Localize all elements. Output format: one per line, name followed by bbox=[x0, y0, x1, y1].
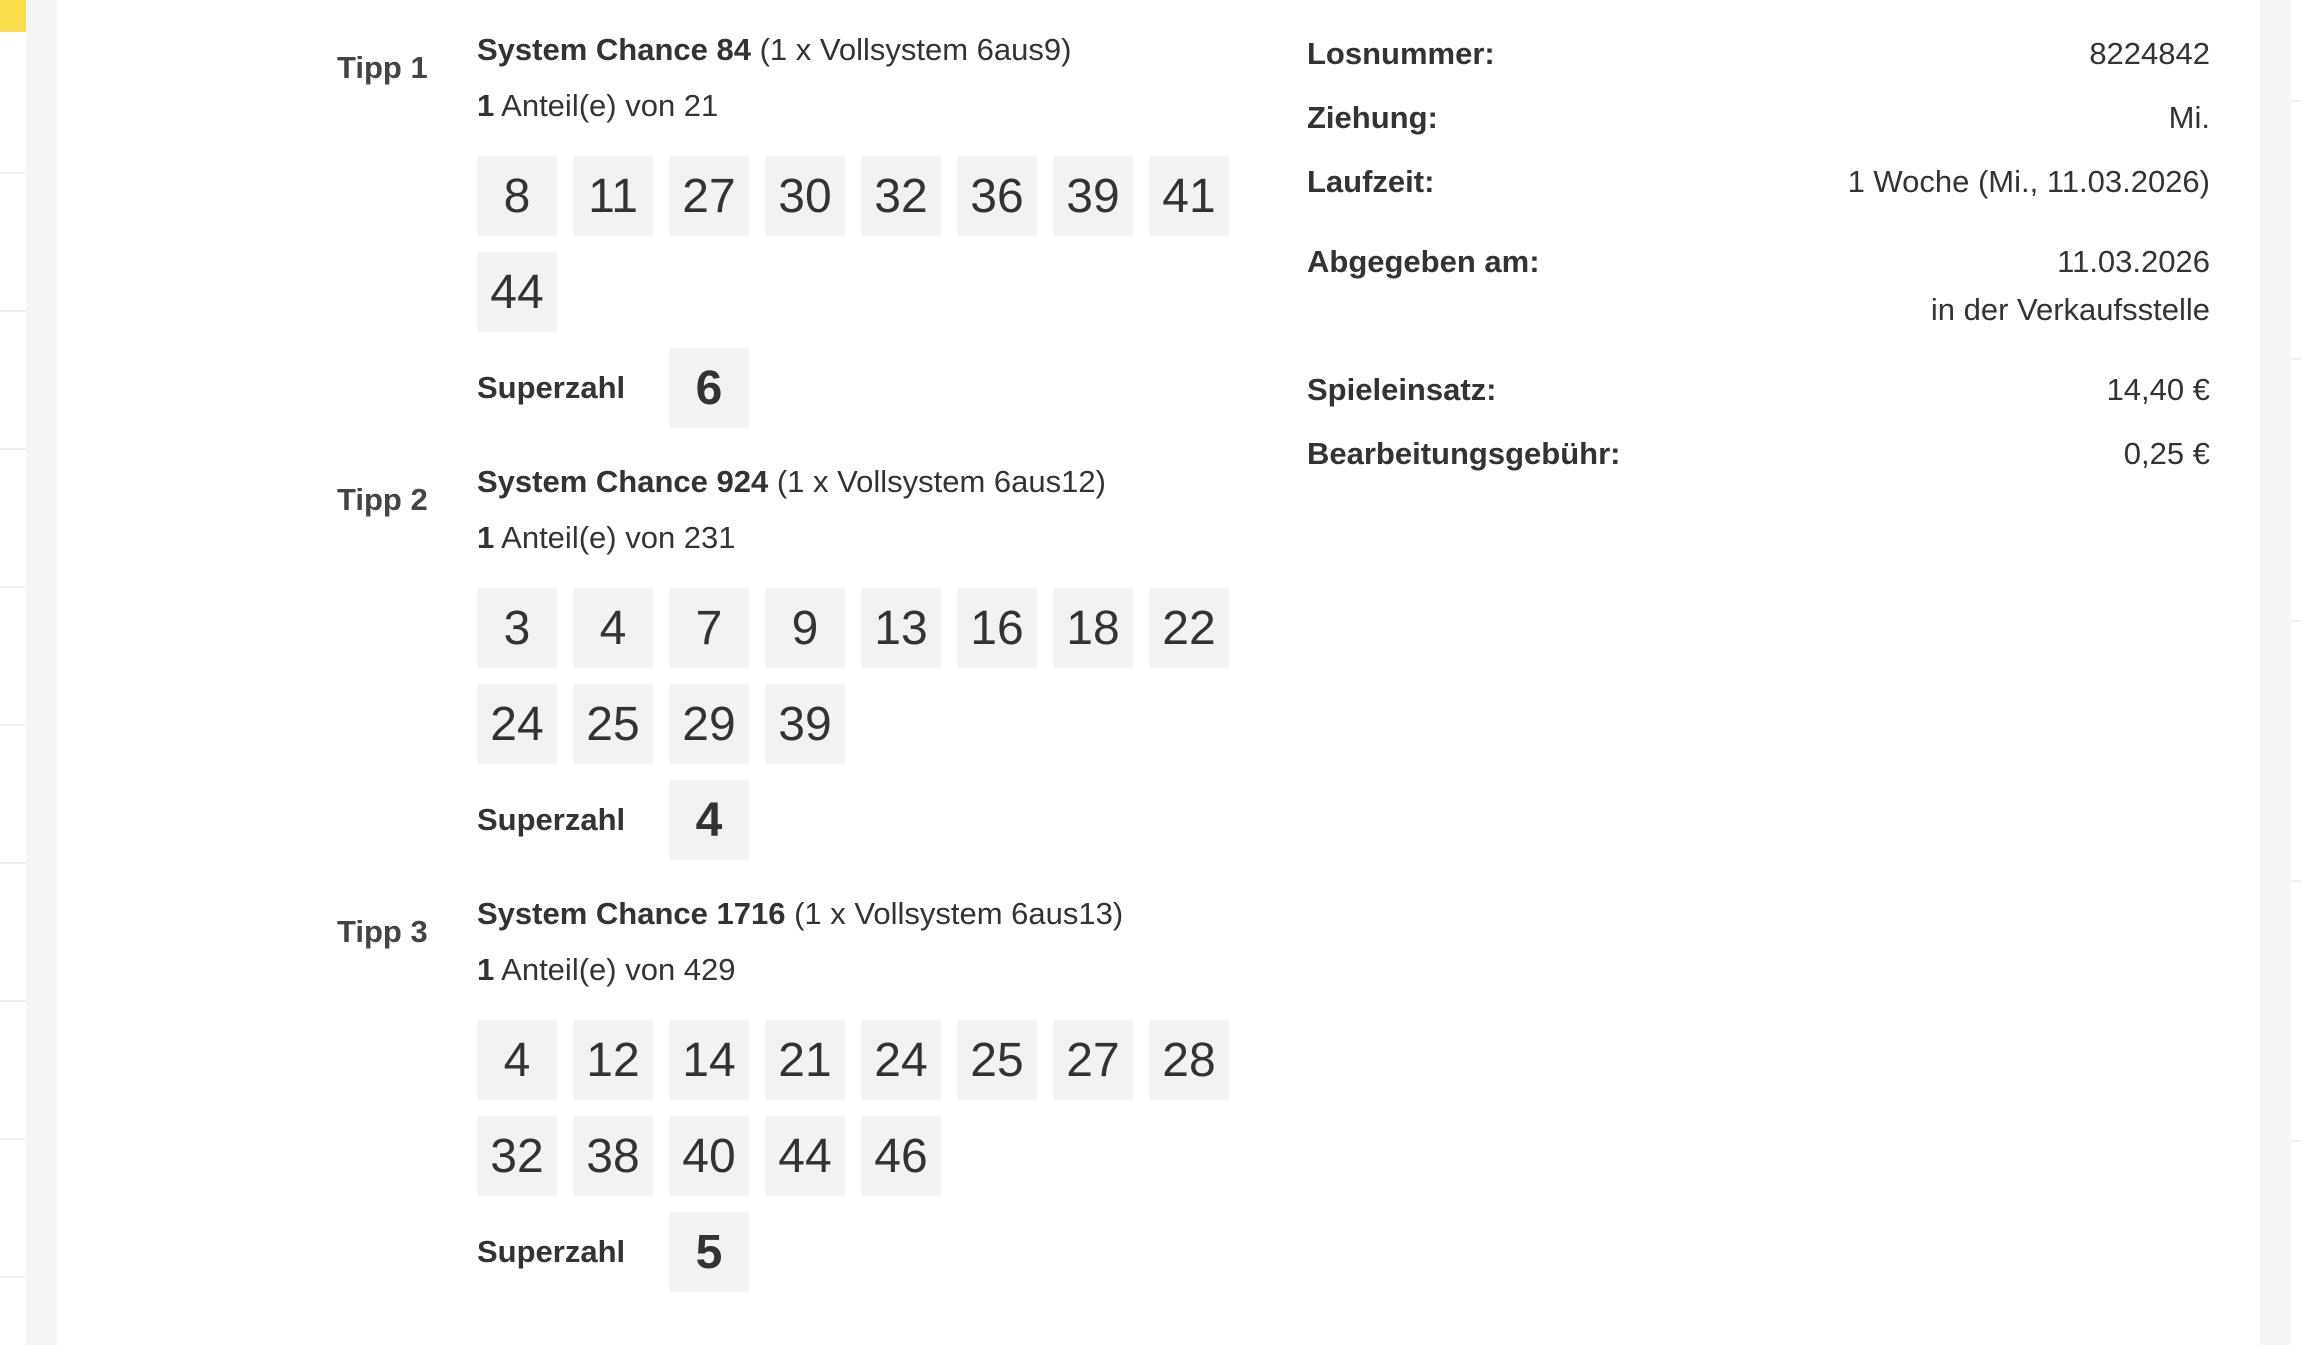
sidebar-divider bbox=[2291, 1140, 2301, 1142]
number-cell: 4 bbox=[477, 1020, 557, 1100]
system-title bbox=[477, 30, 1237, 70]
superzahl-label: Superzahl bbox=[477, 802, 626, 837]
superzahl-row bbox=[477, 348, 1237, 428]
number-cell: 32 bbox=[477, 1116, 557, 1196]
system-title bbox=[477, 462, 1237, 502]
right-sidebar-strip bbox=[2291, 0, 2301, 1345]
number-cell: 9 bbox=[765, 588, 845, 668]
sidebar-divider bbox=[2291, 100, 2301, 102]
tipp-label: Tipp 3 bbox=[337, 914, 428, 949]
superzahl-value: 4 bbox=[669, 780, 749, 860]
number-cell: 30 bbox=[765, 156, 845, 236]
superzahl-row bbox=[477, 1212, 1237, 1292]
number-cell: 41 bbox=[1149, 156, 1229, 236]
sidebar-divider bbox=[0, 448, 26, 450]
number-cell: 27 bbox=[1053, 1020, 1133, 1100]
system-detail: (1 x Vollsystem 6aus12) bbox=[776, 464, 1106, 499]
detail-row-gebuehr bbox=[1307, 430, 2210, 478]
number-cell: 22 bbox=[1149, 588, 1229, 668]
number-cell: 46 bbox=[861, 1116, 941, 1196]
number-cell: 24 bbox=[477, 684, 557, 764]
detail-label: Spieleinsatz: bbox=[1307, 372, 1497, 407]
share-count: 1 bbox=[477, 952, 495, 987]
number-cell: 11 bbox=[573, 156, 653, 236]
number-cell: 38 bbox=[573, 1116, 653, 1196]
sidebar-divider bbox=[0, 862, 26, 864]
tipp-label: Tipp 2 bbox=[337, 482, 428, 517]
detail-value: 8224842 bbox=[2089, 36, 2210, 71]
detail-value bbox=[1931, 238, 2210, 334]
share-text: Anteil(e) von 231 bbox=[501, 520, 736, 555]
number-cell: 40 bbox=[669, 1116, 749, 1196]
number-cell: 21 bbox=[765, 1020, 845, 1100]
sidebar-divider bbox=[0, 1138, 26, 1140]
system-detail: (1 x Vollsystem 6aus13) bbox=[794, 896, 1124, 931]
number-cell: 7 bbox=[669, 588, 749, 668]
number-cell: 28 bbox=[1149, 1020, 1229, 1100]
system-title bbox=[477, 894, 1237, 934]
superzahl-value: 5 bbox=[669, 1212, 749, 1292]
sidebar-divider bbox=[2291, 358, 2301, 360]
number-cell: 18 bbox=[1053, 588, 1133, 668]
number-cell: 13 bbox=[861, 588, 941, 668]
system-detail: (1 x Vollsystem 6aus9) bbox=[759, 32, 1072, 67]
sidebar-divider bbox=[2291, 880, 2301, 882]
number-cell: 25 bbox=[573, 684, 653, 764]
superzahl-label: Superzahl bbox=[477, 1234, 626, 1269]
abgegeben-date: 11.03.2026 bbox=[2057, 244, 2210, 279]
detail-label: Laufzeit: bbox=[1307, 164, 1435, 199]
detail-value: Mi. bbox=[2168, 100, 2210, 135]
number-cell: 25 bbox=[957, 1020, 1037, 1100]
number-cell: 44 bbox=[477, 252, 557, 332]
detail-row-ziehung bbox=[1307, 94, 2210, 142]
ticket-detail-panel bbox=[57, 0, 2260, 1345]
sidebar-divider bbox=[0, 310, 26, 312]
detail-value: 0,25 € bbox=[2123, 436, 2210, 471]
share-text: Anteil(e) von 429 bbox=[501, 952, 736, 987]
sidebar-divider bbox=[0, 586, 26, 588]
number-cell: 12 bbox=[573, 1020, 653, 1100]
superzahl-value: 6 bbox=[669, 348, 749, 428]
sidebar-divider bbox=[0, 172, 26, 174]
sidebar-divider bbox=[2291, 620, 2301, 622]
number-cell: 3 bbox=[477, 588, 557, 668]
sidebar-divider bbox=[0, 724, 26, 726]
number-cell: 4 bbox=[573, 588, 653, 668]
ticket-details bbox=[1307, 30, 2210, 494]
number-cell: 16 bbox=[957, 588, 1037, 668]
detail-label: Bearbeitungsgebühr: bbox=[1307, 436, 1621, 471]
number-cell: 32 bbox=[861, 156, 941, 236]
share-text: Anteil(e) von 21 bbox=[501, 88, 719, 123]
detail-row-abgegeben bbox=[1307, 238, 2210, 334]
number-cell: 8 bbox=[477, 156, 557, 236]
superzahl-row bbox=[477, 780, 1237, 860]
left-sidebar-strip bbox=[0, 0, 26, 1345]
tipp-body bbox=[477, 30, 1237, 428]
abgegeben-place: in der Verkaufsstelle bbox=[1930, 292, 2210, 327]
number-cell: 24 bbox=[861, 1020, 941, 1100]
tipp-body bbox=[477, 894, 1237, 1292]
detail-label: Ziehung: bbox=[1307, 100, 1438, 135]
detail-value: 14,40 € bbox=[2106, 372, 2210, 407]
number-cell: 39 bbox=[1053, 156, 1133, 236]
share-info bbox=[477, 950, 1237, 990]
detail-label: Losnummer: bbox=[1307, 36, 1495, 71]
tipp-label: Tipp 1 bbox=[337, 50, 428, 85]
tipp-body bbox=[477, 462, 1237, 860]
detail-value: 1 Woche (Mi., 11.03.2026) bbox=[1847, 164, 2210, 199]
number-cell: 14 bbox=[669, 1020, 749, 1100]
share-info bbox=[477, 518, 1237, 558]
system-name: System Chance 1716 bbox=[477, 896, 786, 931]
detail-row-laufzeit bbox=[1307, 158, 2210, 206]
number-grid bbox=[477, 1020, 1247, 1212]
detail-label: Abgegeben am: bbox=[1307, 244, 1540, 279]
sidebar-divider bbox=[0, 1276, 26, 1278]
number-cell: 36 bbox=[957, 156, 1037, 236]
system-name: System Chance 84 bbox=[477, 32, 751, 67]
sidebar-accent-marker bbox=[0, 0, 26, 32]
number-cell: 39 bbox=[765, 684, 845, 764]
share-count: 1 bbox=[477, 88, 495, 123]
number-grid bbox=[477, 588, 1247, 780]
sidebar-divider bbox=[0, 1000, 26, 1002]
share-info bbox=[477, 86, 1237, 126]
number-cell: 29 bbox=[669, 684, 749, 764]
share-count: 1 bbox=[477, 520, 495, 555]
number-cell: 44 bbox=[765, 1116, 845, 1196]
detail-row-einsatz bbox=[1307, 366, 2210, 414]
system-name: System Chance 924 bbox=[477, 464, 769, 499]
superzahl-label: Superzahl bbox=[477, 370, 626, 405]
detail-row-losnummer bbox=[1307, 30, 2210, 78]
number-cell: 27 bbox=[669, 156, 749, 236]
number-grid bbox=[477, 156, 1247, 348]
